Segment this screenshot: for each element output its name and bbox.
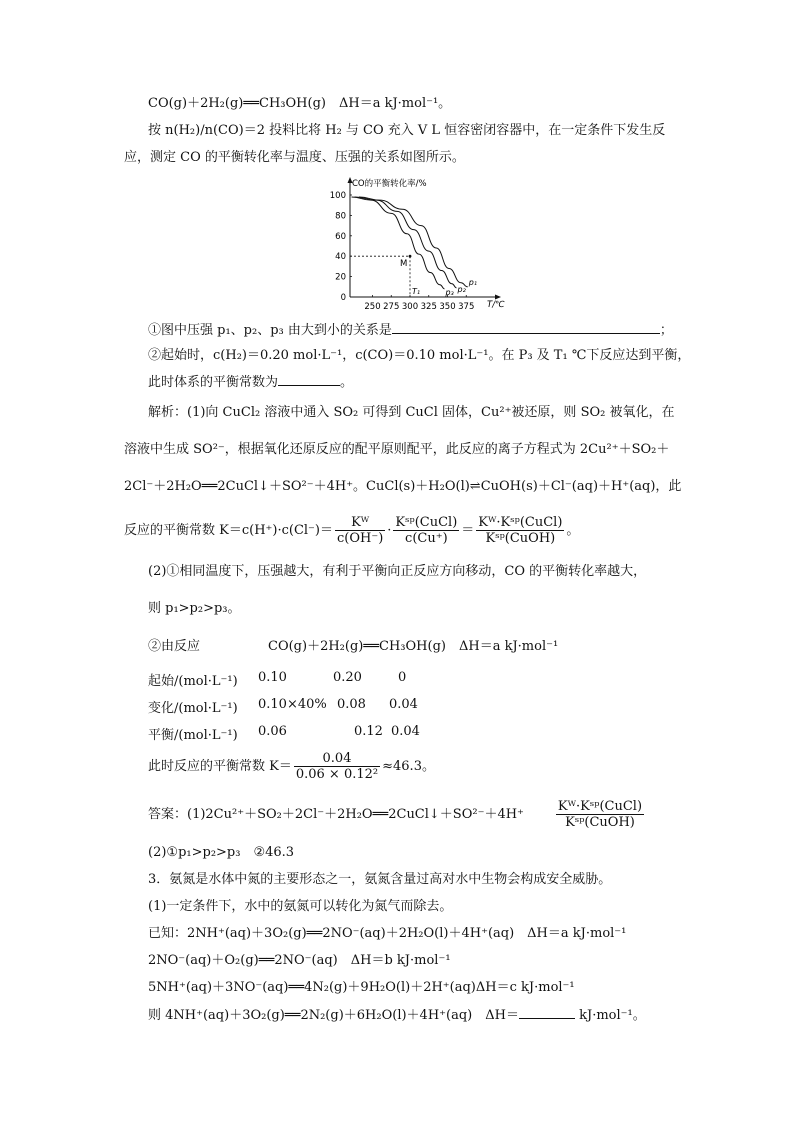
- x-tick-label: 350: [439, 302, 456, 312]
- point-m-label: M: [400, 259, 408, 270]
- q3-line-2: (1)一定条件下，水中的氨氮可以转化为氮气而除去。: [148, 899, 453, 914]
- answer-blank-1: [392, 320, 660, 334]
- question-1-end: ；: [659, 323, 673, 338]
- answer-line-2: (2)①p₁>p₂>p₃ ②46.3: [148, 845, 295, 860]
- y-tick-label: 80: [335, 211, 346, 222]
- x-tick-label: 300: [401, 302, 419, 312]
- fraction-denominator: c(OH⁻): [337, 531, 384, 546]
- answer-line-1: [148, 797, 646, 833]
- problem-text-1: 按 n(H₂)/n(CO)＝2 投料比将 H₂ 与 CO 充入 V L 恒容密闭容器中，在一定条件下发生反: [148, 123, 666, 138]
- series-label-1: p₁: [468, 277, 478, 287]
- point-m: [409, 255, 412, 258]
- x-tick-label: 275: [383, 302, 400, 312]
- fraction-numerator: Kᵂ: [335, 515, 385, 531]
- x-tick-label: 375: [458, 302, 475, 312]
- x-axis-label: T/℃: [487, 300, 505, 310]
- cell-ch3oh: 0.04: [391, 724, 420, 739]
- fraction-denominator: c(Cu⁺): [405, 531, 448, 546]
- q3-line-4: 2NO⁻(aq)＋O₂(g)══2NO⁻(aq) ΔH＝b kJ·mol⁻¹: [148, 953, 451, 968]
- equilibrium-constant-text: 反应的平衡常数 K＝c(H⁺)·c(Cl⁻)＝: [124, 523, 333, 538]
- fraction-kw-oh: [335, 515, 385, 546]
- fraction-numerator: 0.04: [294, 751, 380, 767]
- t1-label: T₁: [412, 287, 421, 296]
- conversion-chart: [315, 173, 505, 313]
- q3-question-end: kJ·mol⁻¹。: [574, 1008, 646, 1023]
- k-fraction: [294, 751, 380, 782]
- reaction-line: CO(g)＋2H₂(g)══CH₃OH(g) ΔH＝a kJ·mol⁻¹。: [148, 96, 452, 111]
- chart-markers: [350, 255, 420, 297]
- cell-co: 0.06: [258, 724, 287, 739]
- y-tick-label: 40: [335, 252, 346, 263]
- cell-ch3oh: 0.04: [389, 697, 418, 712]
- cell-h2: 0.12: [354, 724, 383, 739]
- analysis-reaction-label: ②由反应: [148, 639, 201, 654]
- q3-line-1: 3．氨氮是水体中氮的主要形态之一，氨氮含量过高对水中生物会构成安全威胁。: [148, 872, 612, 887]
- x-tick-label: 325: [420, 302, 437, 312]
- answer-text: 答案：(1)2Cu²⁺＋SO₂＋2Cl⁻＋2H₂O══2CuCl↓＋SO²⁻＋4H⁺: [148, 807, 524, 822]
- answer-blank-3: [519, 1005, 575, 1019]
- q3-line-5: 5NH⁺(aq)＋3NO⁻(aq)══4N₂(g)＋9H₂O(l)＋2H⁺(aq)ΔH＝c kJ·mol⁻¹: [148, 980, 575, 995]
- q3-line-6: [148, 1005, 646, 1026]
- period: 。: [566, 523, 580, 538]
- y-tick-label: 60: [335, 231, 346, 242]
- fraction-denominator: 0.06 × 0.12²: [295, 767, 379, 782]
- x-tick-label: 250: [364, 302, 381, 312]
- q3-line-3: 已知：2NH⁺(aq)＋3O₂(g)══2NO⁻(aq)＋2H₂O(l)＋4H⁺(aq) ΔH＝a kJ·mol⁻¹: [148, 926, 627, 941]
- question-1-text: ①图中压强 p₁、p₂、p₃ 由大到小的关系是: [148, 323, 392, 338]
- fraction-denominator: Kˢᵖ(CuOH): [485, 531, 556, 546]
- question-2-text: 此时体系的平衡常数为: [148, 375, 279, 390]
- analysis-line-6: 则 p₁>p₂>p₃。: [148, 601, 241, 616]
- k-result: ≈46.3。: [382, 759, 435, 774]
- chart-axes: [348, 177, 506, 310]
- y-tick-label: 0: [340, 293, 346, 303]
- fraction-numerator: Kᵂ·Kˢᵖ(CuCl): [478, 515, 563, 530]
- series-line-2: [355, 197, 457, 288]
- question-2-line-1: ②起始时，c(H₂)＝0.20 mol·L⁻¹，c(CO)＝0.10 mol·L⁻¹。在 P₃ 及 T₁ ℃下反应达到平衡，: [148, 348, 691, 363]
- k-calculation: [148, 749, 435, 785]
- fraction-ksp-cu: [393, 515, 459, 546]
- row-label: 起始/(mol·L⁻¹): [148, 674, 238, 689]
- x-axis-arrow: [495, 295, 501, 300]
- q3-question-text: 则 4NH⁺(aq)＋3O₂(g)══2N₂(g)＋6H₂O(l)＋4H⁺(aq) ΔH＝: [148, 1008, 519, 1023]
- row-label: 平衡/(mol·L⁻¹): [148, 728, 238, 743]
- cell-co: 0.10×40%: [258, 697, 327, 712]
- answer-fraction: [556, 799, 644, 830]
- question-2-end: 。: [340, 375, 354, 390]
- question-1: [148, 320, 673, 341]
- equals-sign: ＝: [461, 523, 475, 538]
- fraction-numerator: Kˢᵖ(CuCl): [395, 515, 458, 530]
- analysis-reaction: CO(g)＋2H₂(g)══CH₃OH(g) ΔH＝a kJ·mol⁻¹: [268, 639, 559, 654]
- problem-text-2: 应，测定 CO 的平衡转化率与温度、压强的关系如图所示。: [124, 150, 465, 165]
- cell-ch3oh: 0: [398, 670, 407, 685]
- answer-blank-2: [278, 372, 340, 386]
- cell-h2: 0.20: [333, 670, 362, 685]
- cell-h2: 0.08: [337, 697, 366, 712]
- y-axis-label: CO的平衡转化率/%: [352, 179, 427, 189]
- series-label-3: p₃: [445, 287, 454, 297]
- analysis-line-5: (2)①相同温度下，压强越大，有利于平衡向正反应方向移动，CO 的平衡转化率越大，: [148, 564, 647, 579]
- question-2-line-2: [148, 372, 353, 393]
- fraction-denominator: Kˢᵖ(CuOH): [565, 815, 635, 830]
- series-label-2: p₂: [457, 284, 466, 294]
- series-line-1: [359, 197, 468, 287]
- analysis-line-2: 溶液中生成 SO²⁻，根据氧化还原反应的配平原则配平，此反应的离子方程式为 2Cu²⁺＋SO₂＋: [124, 442, 670, 457]
- fraction-numerator: Kᵂ·Kˢᵖ(CuCl): [557, 799, 643, 814]
- analysis-line-4: [124, 513, 579, 549]
- fraction-result: [476, 515, 564, 546]
- k-text: 此时反应的平衡常数 K＝: [148, 759, 292, 774]
- cell-co: 0.10: [258, 670, 287, 685]
- y-tick-label: 100: [329, 191, 346, 201]
- chart-series: [352, 197, 478, 297]
- analysis-line-3: 2Cl⁻＋2H₂O══2CuCl↓＋SO²⁻＋4H⁺。CuCl(s)＋H₂O(l)⇌CuOH(s)＋Cl⁻(aq)＋H⁺(aq)，此: [124, 479, 682, 494]
- analysis-line-1: 解析：(1)向 CuCl₂ 溶液中通入 SO₂ 可得到 CuCl 固体，Cu²⁺被还原，则 SO₂ 被氧化，在: [148, 405, 675, 420]
- y-tick-label: 20: [335, 272, 346, 283]
- row-label: 变化/(mol·L⁻¹): [148, 701, 238, 716]
- multiply-dot: ·: [387, 523, 392, 538]
